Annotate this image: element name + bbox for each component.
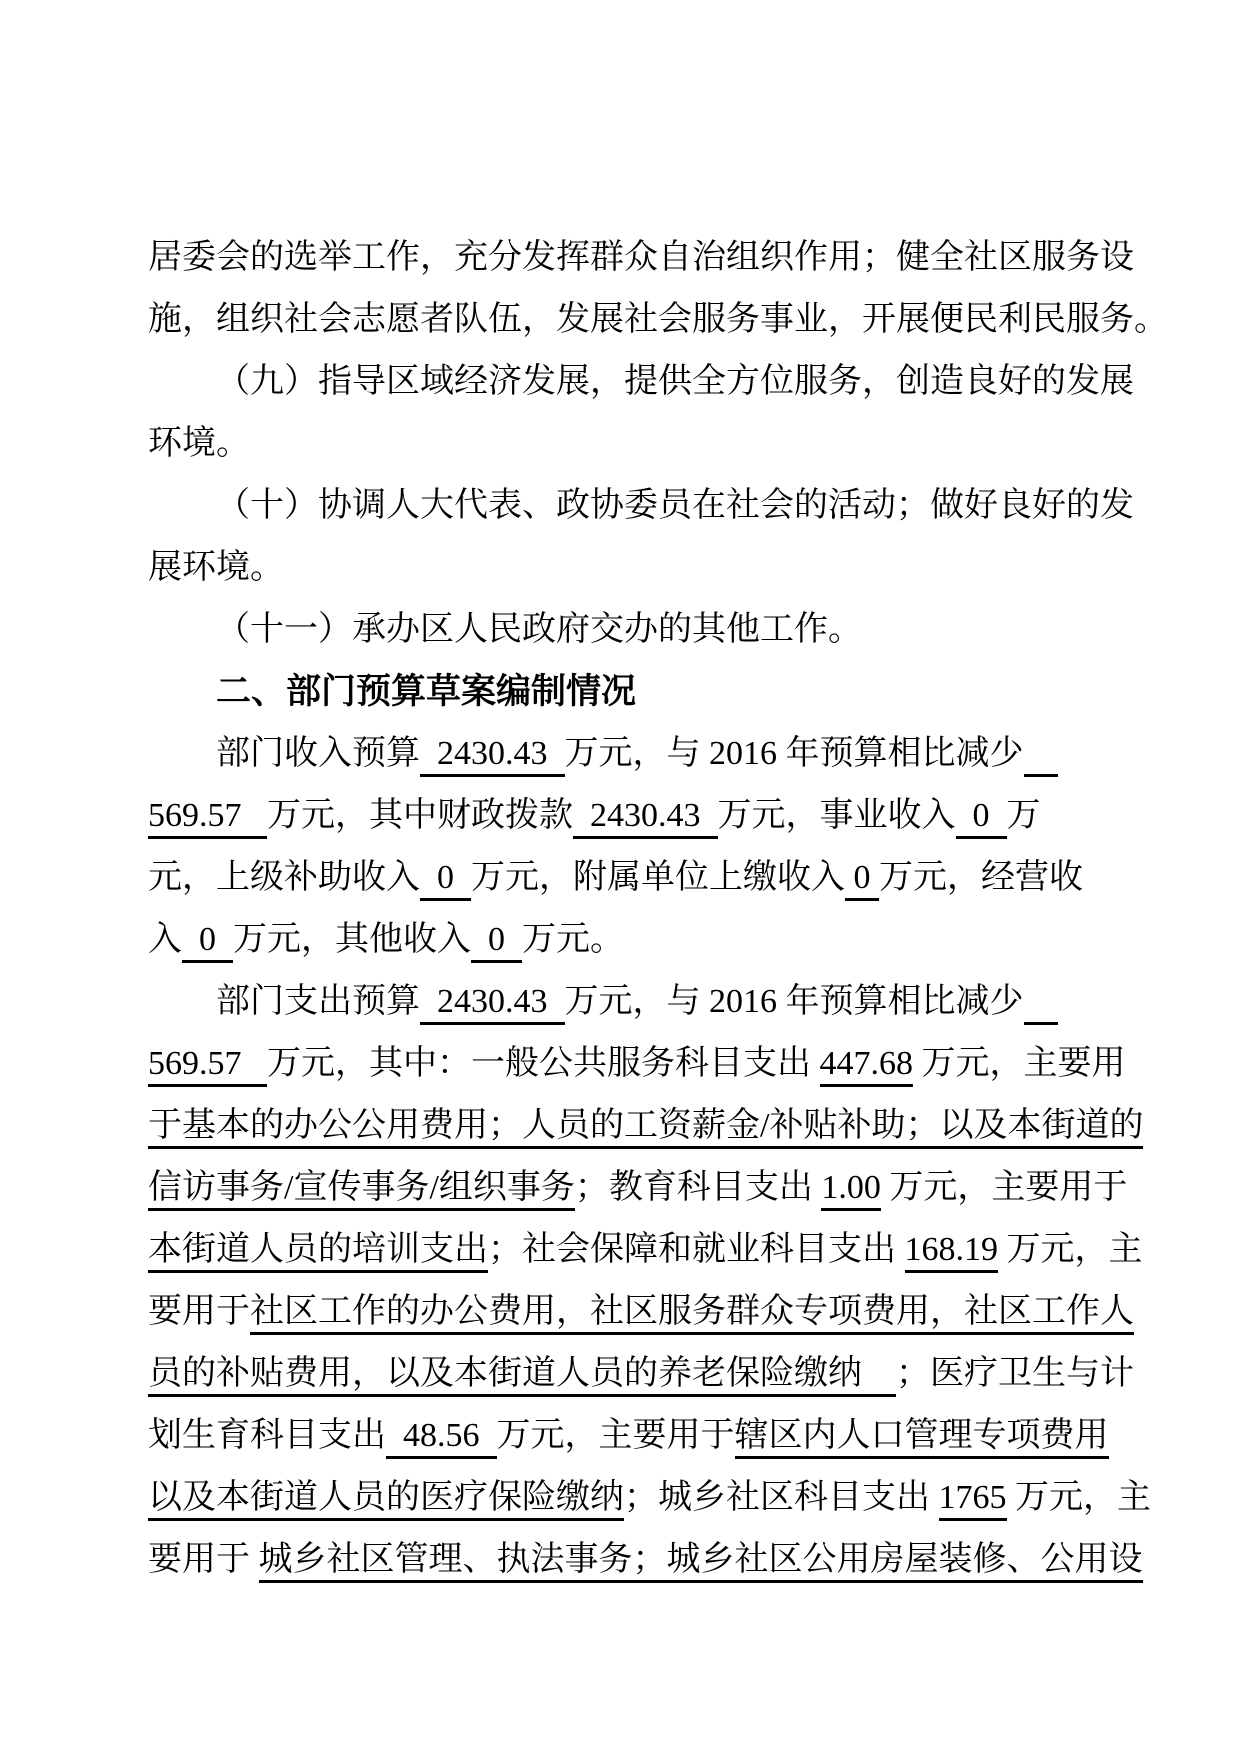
text-line (148, 475, 1134, 537)
underlined-text: 0 (956, 797, 1007, 839)
text-line (148, 723, 1093, 785)
text-line (148, 1095, 1144, 1157)
text-segment: 万元，与 2016 年预算相比减少 (564, 735, 1024, 772)
underlined-text: 168.19 (905, 1231, 999, 1273)
text-line (148, 1281, 1134, 1343)
text-segment: 部门收入预算 (216, 735, 420, 772)
text-segment: 万元，其中：一般公共服务科目支出 (267, 1045, 820, 1082)
text-line (148, 785, 1093, 847)
text-line (148, 599, 1093, 661)
text-line (148, 227, 1134, 289)
underlined-text: 信访事务/宣传事务/组织事务 (148, 1169, 575, 1211)
text-line (148, 1467, 1151, 1529)
text-segment: 万元，事业收入 (717, 797, 956, 834)
underlined-text: 2430.43 (420, 983, 565, 1025)
text-line (148, 413, 1093, 475)
text-segment: ；医疗卫生与计 (896, 1355, 1134, 1392)
text-segment: 万元，主 (1006, 1479, 1151, 1516)
underlined-text: 569.57 (148, 797, 267, 839)
underlined-text: 本街道人员的培训支出 (148, 1231, 488, 1273)
underlined-text: 0 (845, 859, 879, 901)
text-line (148, 847, 1093, 909)
underlined-text: 辖区内人口管理专项费用 (735, 1417, 1109, 1459)
text-line (148, 1343, 1134, 1405)
text-segment: 万元。 (522, 921, 624, 958)
text-line (148, 537, 1093, 599)
underlined-text: 城乡社区管理、执法事务；城乡社区公用房屋装修、公用设 (259, 1541, 1143, 1583)
underlined-text: 于基本的办公公用费用；人员的工资薪金/补贴补助；以及本街道的 (148, 1107, 1143, 1149)
section-heading (148, 661, 1093, 723)
underlined-text: 447.68 (820, 1045, 914, 1087)
text-line (148, 289, 1168, 351)
text-segment: ；教育科目支出 (574, 1169, 822, 1206)
underlined-text: 1765 (939, 1479, 1007, 1521)
underlined-text: 1.00 (821, 1169, 881, 1211)
text-segment: 万元，主要用 (913, 1045, 1126, 1082)
text-segment: 万元，与 2016 年预算相比减少 (564, 983, 1024, 1020)
text-segment: 部门支出预算 (216, 983, 420, 1020)
text-segment: 环境。 (148, 425, 250, 462)
text-segment: （十一）承办区人民政府交办的其他工作。 (216, 611, 862, 648)
text-segment: 入 (148, 921, 182, 958)
underlined-text: 0 (420, 859, 471, 901)
text-line (148, 1529, 1143, 1591)
text-line (148, 1033, 1126, 1095)
text-segment: 万元，主 (998, 1231, 1143, 1268)
text-line (148, 971, 1093, 1033)
underlined-text: 以及本街道人员的医疗保险缴纳 (148, 1479, 624, 1521)
text-line (148, 909, 1093, 971)
text-segment: 施，组织社会志愿者队伍，发展社会服务事业，开展便民利民服务。 (148, 301, 1168, 338)
text-line (148, 1219, 1143, 1281)
text-segment: 万 (1006, 797, 1041, 834)
text-segment: 展环境。 (148, 549, 284, 586)
underlined-text: 2430.43 (420, 735, 565, 777)
text-segment: 万元，附属单位上缴收入 (471, 859, 845, 896)
text-segment: 万元，其他收入 (233, 921, 471, 958)
text-segment: 要用于 (148, 1293, 250, 1330)
underlined-text: 48.56 (386, 1417, 497, 1459)
text-segment: 万元，主要用于 (880, 1169, 1128, 1206)
text-segment: （十）协调人大代表、政协委员在社会的活动；做好良好的发 (216, 487, 1134, 524)
document-body (148, 227, 1168, 1591)
underlined-text: 员的补贴费用，以及本街道人员的养老保险缴纳 (148, 1355, 896, 1397)
text-segment: 万元，其中财政拨款 (267, 797, 573, 834)
underlined-text: 0 (471, 921, 522, 963)
text-segment: 居委会的选举工作，充分发挥群众自治组织作用；健全社区服务设 (148, 239, 1134, 276)
text-line (148, 351, 1134, 413)
text-segment: 二、部门预算草案编制情况 (216, 672, 637, 711)
underlined-text: 社区工作的办公费用，社区服务群众专项费用，社区工作人 (250, 1293, 1134, 1335)
text-segment: ；城乡社区科目支出 (624, 1479, 939, 1516)
text-segment: 元，上级补助收入 (148, 859, 420, 896)
text-segment: 万元，主要用于 (496, 1417, 735, 1454)
text-segment: （九）指导区域经济发展，提供全方位服务，创造良好的发展 (216, 363, 1134, 400)
text-segment: 万元，经营收 (879, 859, 1083, 896)
underlined-text (1024, 735, 1058, 777)
underlined-text: 569.57 (148, 1045, 267, 1087)
text-segment: ；社会保障和就业科目支出 (488, 1231, 905, 1268)
underlined-text: 2430.43 (573, 797, 718, 839)
text-segment: 划生育科目支出 (148, 1417, 386, 1454)
text-segment: 要用于 (148, 1541, 259, 1578)
text-line (148, 1157, 1128, 1219)
text-line (148, 1405, 1109, 1467)
underlined-text: 0 (182, 921, 233, 963)
underlined-text (1024, 983, 1058, 1025)
